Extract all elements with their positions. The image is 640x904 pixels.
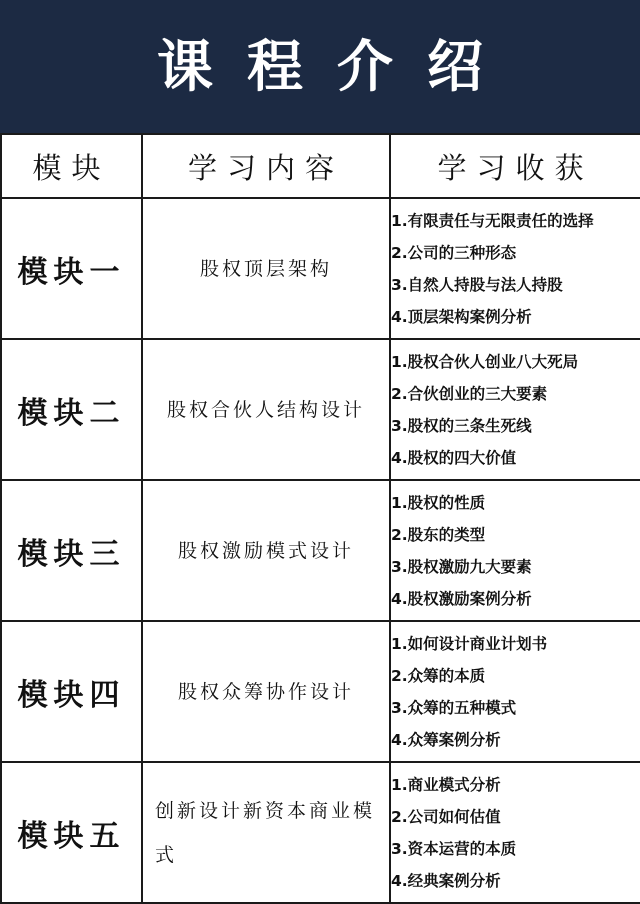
module-name: 模块五 (1, 762, 142, 903)
module-gains (390, 198, 640, 339)
gain-item: 4.众筹案例分析 (391, 730, 501, 749)
course-table (0, 133, 640, 904)
gain-item: 1.有限责任与无限责任的选择 (391, 211, 594, 230)
gain-item: 2.公司的三种形态 (391, 243, 517, 262)
table-row (1, 762, 640, 903)
module-name: 模块二 (1, 339, 142, 480)
module-content: 股权顶层架构 (142, 198, 390, 339)
gain-item: 3.众筹的五种模式 (391, 698, 517, 717)
gain-list (391, 205, 640, 333)
gain-item: 2.众筹的本质 (391, 666, 486, 685)
gain-item: 1.如何设计商业计划书 (391, 634, 548, 653)
gain-item: 3.资本运营的本质 (391, 839, 517, 858)
gain-item: 1.股权合伙人创业八大死局 (391, 352, 579, 371)
gain-item: 4.股权的四大价值 (391, 448, 517, 467)
table-row (1, 621, 640, 762)
gain-item: 2.公司如何估值 (391, 807, 501, 826)
module-name: 模块一 (1, 198, 142, 339)
table-header-row (1, 134, 640, 198)
gain-list (391, 628, 640, 756)
column-header-content: 学习内容 (142, 134, 390, 198)
column-header-gains: 学习收获 (390, 134, 640, 198)
module-gains (390, 621, 640, 762)
module-content: 股权合伙人结构设计 (142, 339, 390, 480)
module-gains (390, 339, 640, 480)
gain-item: 1.股权的性质 (391, 493, 486, 512)
gain-item: 2.股东的类型 (391, 525, 486, 544)
gain-item: 1.商业模式分析 (391, 775, 501, 794)
gain-list (391, 346, 640, 474)
gain-item: 4.股权激励案例分析 (391, 589, 532, 608)
module-gains (390, 480, 640, 621)
gain-item: 3.自然人持股与法人持股 (391, 275, 563, 294)
gain-item: 4.顶层架构案例分析 (391, 307, 532, 326)
module-content: 创新设计新资本商业模式 (142, 762, 390, 903)
table-row (1, 339, 640, 480)
header-banner (0, 0, 640, 133)
gain-item: 3.股权激励九大要素 (391, 557, 532, 576)
gain-item: 2.合伙创业的三大要素 (391, 384, 548, 403)
module-content: 股权众筹协作设计 (142, 621, 390, 762)
module-gains (390, 762, 640, 903)
gain-item: 3.股权的三条生死线 (391, 416, 532, 435)
table-row (1, 198, 640, 339)
page-title: 课程介绍 (157, 33, 517, 100)
gain-list (391, 769, 640, 897)
column-header-module: 模块 (1, 134, 142, 198)
module-name: 模块四 (1, 621, 142, 762)
module-content: 股权激励模式设计 (142, 480, 390, 621)
module-name: 模块三 (1, 480, 142, 621)
table-row (1, 480, 640, 621)
gain-item: 4.经典案例分析 (391, 871, 501, 890)
gain-list (391, 487, 640, 615)
